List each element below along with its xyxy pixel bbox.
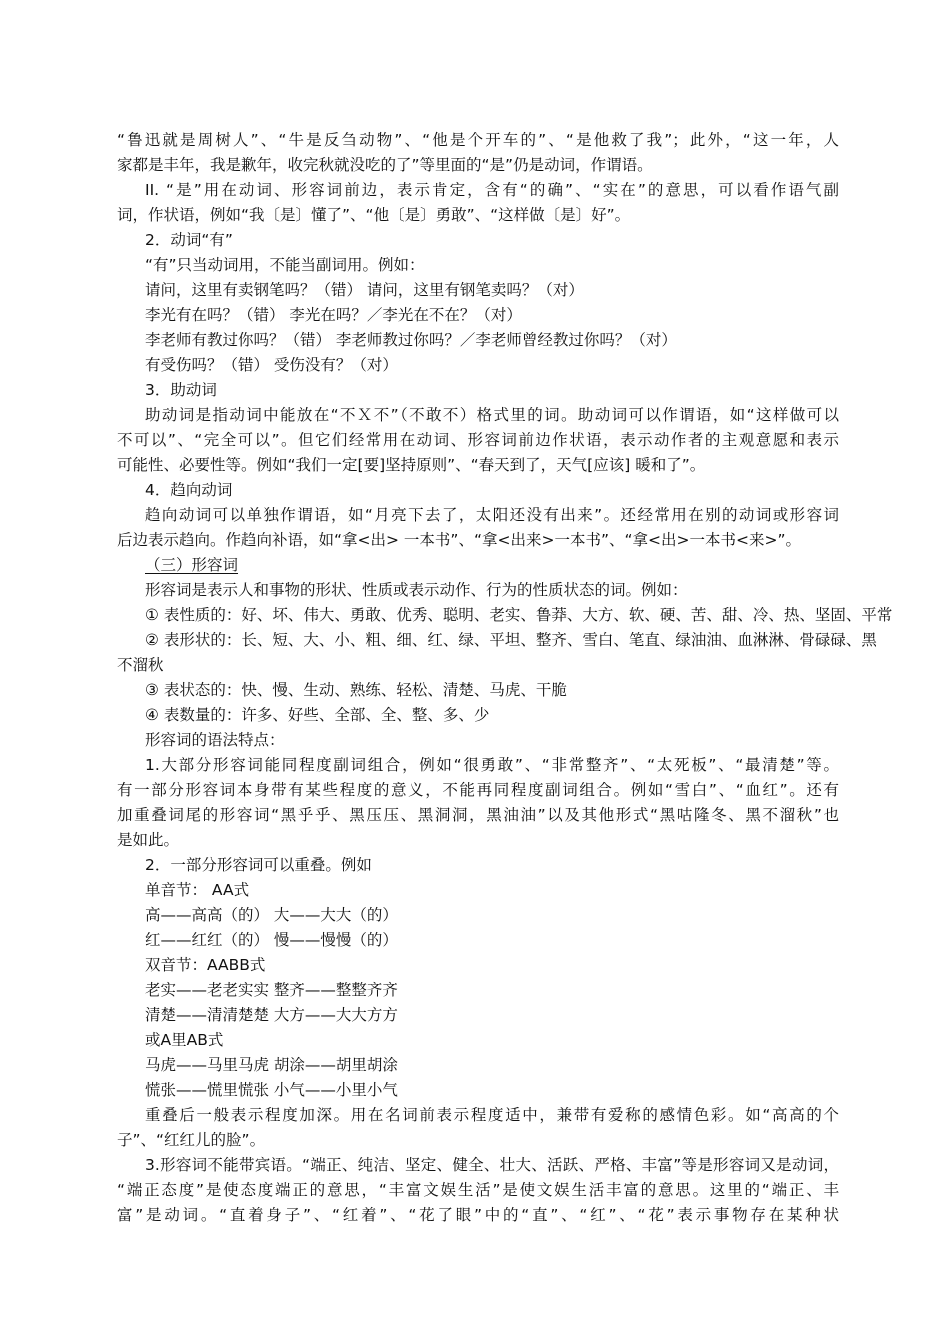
text-line xyxy=(117,228,839,253)
text-line-content: ② 表形状的：长、短、大、小、粗、细、红、绿、平坦、整齐、雪白、笔直、绿油油、血淋淋、骨碌碌、黑 xyxy=(145,631,877,649)
text-line-content: “鲁迅就是周树人”、“牛是反刍动物”、“他是个开车的”、“是他救了我”；此外，“这一年，人 xyxy=(117,131,839,149)
text-line xyxy=(117,1028,839,1053)
text-line xyxy=(117,728,839,753)
text-line xyxy=(117,828,839,853)
text-line-content: 是如此。 xyxy=(117,831,180,849)
text-line xyxy=(117,1128,839,1153)
text-line-content: 助动词是指动词中能放在“不Ｘ不”（不敢不）格式里的词。助动词可以作谓语，如“这样做可以 xyxy=(145,406,839,424)
text-line-content: 李老师有教过你吗？（错） 李老师教过你吗？／李老师曾经教过你吗？（对） xyxy=(145,331,677,349)
text-line xyxy=(117,953,839,978)
text-line-content: （三）形容词 xyxy=(145,556,239,574)
text-line-content: 或A里AB式 xyxy=(145,1031,224,1049)
text-line-content: 李光有在吗？（错） 李光在吗？／李光在不在？（对） xyxy=(145,306,522,324)
text-line-content: 清楚——清清楚楚 大方——大大方方 xyxy=(145,1006,398,1024)
text-line xyxy=(117,178,839,203)
text-line-content: 趋向动词可以单独作谓语，如“月亮下去了，太阳还没有出来”。还经常用在别的动词或形容词 xyxy=(145,506,839,524)
text-line-content: 后边表示趋向。作趋向补语，如“拿<出> 一本书”、“拿<出来>一本书”、“拿<出>一本书<来>”。 xyxy=(117,531,802,549)
text-line xyxy=(117,778,839,803)
text-line xyxy=(117,803,839,828)
text-line-content: 2．动词“有” xyxy=(145,231,233,249)
text-line xyxy=(117,578,839,603)
text-line xyxy=(117,628,877,653)
text-line-content: 形容词的语法特点： xyxy=(145,731,285,749)
text-line xyxy=(117,753,839,778)
text-line-content: “有”只当动词用，不能当副词用。例如： xyxy=(145,256,425,274)
text-line xyxy=(117,403,839,428)
text-line-content: 老实——老老实实 整齐——整整齐齐 xyxy=(145,981,398,999)
text-line xyxy=(117,903,839,928)
text-line-content: 加重叠词尾的形容词“黑乎乎、黑压压、黑洞洞，黑油油”以及其他形式“黑咕隆冬、黑不溜秋”也 xyxy=(117,806,839,824)
text-line-content: 家都是丰年，我是歉年，收完秋就没吃的了”等里面的“是”仍是动词，作谓语。 xyxy=(117,156,653,174)
text-line xyxy=(117,853,839,878)
section-heading xyxy=(117,553,839,578)
text-line-content: 双音节：AABB式 xyxy=(145,956,266,974)
document-body xyxy=(117,128,893,1228)
text-line-content: 形容词是表示人和事物的形状、性质或表示动作、行为的性质状态的词。例如： xyxy=(145,581,688,599)
text-line xyxy=(117,203,839,228)
text-line-content: 富”是动词。“直着身子”、“红着”、“花了眼”中的“直”、“红”、“花”表示事物存在某种状 xyxy=(117,1206,839,1224)
text-line-content: “端正态度”是使态度端正的意思，“丰富文娱生活”是使文娱生活丰富的意思。这里的“端正、丰 xyxy=(117,1181,839,1199)
text-line xyxy=(117,703,839,728)
text-line xyxy=(117,478,839,503)
text-line-content: 红——红红（的） 慢——慢慢（的） xyxy=(145,931,398,949)
text-line xyxy=(117,303,839,328)
text-line-content: 单音节： AA式 xyxy=(145,881,250,899)
text-line xyxy=(117,1003,839,1028)
text-line-content: 1.大部分形容词能同程度副词组合，例如“很勇敢”、“非常整齐”、“太死板”、“最清楚”等。 xyxy=(145,756,839,774)
text-line-content: 不可以”、“完全可以”。但它们经常用在动词、形容词前边作状语，表示动作者的主观意愿和表示 xyxy=(117,431,839,449)
text-line xyxy=(117,678,839,703)
text-line xyxy=(117,1078,839,1103)
text-line xyxy=(117,878,839,903)
text-line xyxy=(117,653,839,678)
text-line xyxy=(117,1153,839,1178)
text-line xyxy=(117,153,839,178)
text-line xyxy=(117,453,839,478)
text-line-content: 可能性、必要性等。例如“我们一定[要]坚持原则”、“春天到了，天气[应该] 暖和了”。 xyxy=(117,456,706,474)
text-line xyxy=(117,1178,839,1203)
text-line-content: 4．趋向动词 xyxy=(145,481,233,499)
text-line xyxy=(117,503,839,528)
text-line-content: 慌张——慌里慌张 小气——小里小气 xyxy=(145,1081,398,1099)
text-line-content: 马虎——马里马虎 胡涂——胡里胡涂 xyxy=(145,1056,398,1074)
text-line-content: 有受伤吗？（错） 受伤没有？（对） xyxy=(145,356,398,374)
text-line xyxy=(117,378,839,403)
text-line-content: ① 表性质的：好、坏、伟大、勇敢、优秀、聪明、老实、鲁莽、大方、软、硬、苦、甜、冷、热、坚固、平常 xyxy=(145,606,893,624)
text-line xyxy=(117,1053,839,1078)
text-line-content: 重叠后一般表示程度加深。用在名词前表示程度适中，兼带有爱称的感情色彩。如“高高的个 xyxy=(145,1106,839,1124)
text-line-content: ④ 表数量的：许多、好些、全部、全、整、多、少 xyxy=(145,706,490,724)
text-line-content: 词，作状语，例如“我〔是〕懂了”、“他〔是〕勇敢”、“这样做〔是〕好”。 xyxy=(117,206,631,224)
text-line xyxy=(117,603,893,628)
text-line xyxy=(117,928,839,953)
text-line xyxy=(117,1203,839,1228)
text-line-content: ③ 表状态的：快、慢、生动、熟练、轻松、清楚、马虎、干脆 xyxy=(145,681,567,699)
text-line xyxy=(117,253,839,278)
text-line-content: 3．助动词 xyxy=(145,381,217,399)
text-line xyxy=(117,1103,839,1128)
text-line-content: 高——高高（的） 大——大大（的） xyxy=(145,906,398,924)
text-line xyxy=(117,978,839,1003)
text-line xyxy=(117,128,839,153)
text-line-content: 不溜秋 xyxy=(117,656,164,674)
text-line xyxy=(117,528,839,553)
text-line-content: II. “是”用在动词、形容词前边，表示肯定，含有“的确”、“实在”的意思，可以看作语气副 xyxy=(145,181,839,199)
text-line xyxy=(117,328,839,353)
text-line-content: 请问，这里有卖钢笔吗？（错） 请问，这里有钢笔卖吗？（对） xyxy=(145,281,584,299)
text-line-content: 子”、“红红儿的脸”。 xyxy=(117,1131,266,1149)
text-line-content: 3.形容词不能带宾语。“端正、纯洁、坚定、健全、壮大、活跃、严格、丰富”等是形容词又是动词， xyxy=(145,1156,839,1174)
text-line xyxy=(117,278,839,303)
text-line-content: 有一部分形容词本身带有某些程度的意义，不能再同程度副词组合。例如“雪白”、“血红”。还有 xyxy=(117,781,839,799)
text-line xyxy=(117,353,839,378)
text-line-content: 2．一部分形容词可以重叠。例如 xyxy=(145,856,372,874)
text-line xyxy=(117,428,839,453)
